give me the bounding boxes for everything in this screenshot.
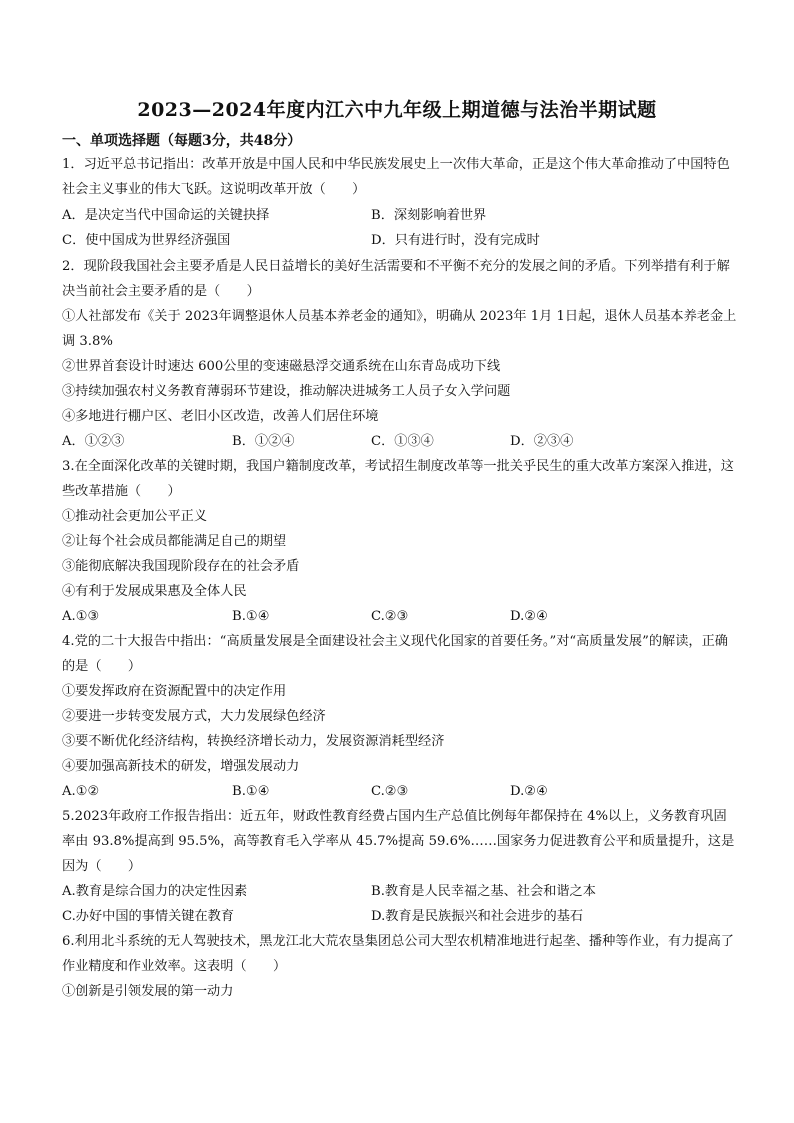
- q4-item-3: ③要不断优化经济结构，转换经济增长动力，发展资源消耗型经济: [62, 734, 445, 749]
- q3-option-b: B.①④: [232, 609, 270, 624]
- q1-option-b: B．深刻影响着世界: [371, 208, 487, 223]
- q4-item-2: ②要进一步转变发展方式，大力发展绿色经济: [62, 709, 326, 724]
- q2-option-d: D．②③④: [510, 434, 574, 449]
- q2-item-2: ②世界首套设计时速达 600公里的变速磁悬浮交通系统在山东青岛成功下线: [62, 359, 501, 374]
- q3-item-3: ③能彻底解决我国现阶段存在的社会矛盾: [62, 559, 300, 574]
- section-heading: 一、单项选择题（每题3分，共48分）: [62, 133, 302, 149]
- q3-option-d: D.②④: [510, 609, 548, 624]
- exam-title: 2023—2024年度内江六中九年级上期道德与法治半期试题: [137, 99, 657, 121]
- q4-option-b: B.①④: [232, 784, 270, 799]
- question-2-stem: 2．现阶段我国社会主要矛盾是人民日益增长的美好生活需要和不平衡不充分的发展之间的矛盾。下列举措有利于解决当前社会主要矛盾的是（ ）: [62, 259, 730, 299]
- q5-option-a: A.教育是综合国力的决定性因素: [62, 884, 248, 899]
- q2-item-1: ①人社部发布《关于 2023年调整退休人员基本养老金的通知》，明确从 2023年 1月 1日起，退休人员基本养老金上调 3.8%: [62, 309, 737, 349]
- q5-option-c: C.办好中国的事情关键在教育: [62, 909, 235, 924]
- q5-option-b: B.教育是人民幸福之基、社会和谐之本: [371, 884, 596, 899]
- q4-item-1: ①要发挥政府在资源配置中的决定作用: [62, 684, 287, 699]
- q1-option-c: C．使中国成为世界经济强国: [62, 233, 231, 248]
- q1-option-a: A．是决定当代中国命运的关键抉择: [62, 208, 270, 223]
- q1-option-d: D．只有进行时，没有完成时: [371, 233, 540, 248]
- q3-option-a: A.①③: [62, 609, 100, 624]
- q4-option-a: A.①②: [62, 784, 100, 799]
- q2-option-b: B．①②④: [232, 434, 295, 449]
- q3-item-4: ④有利于发展成果惠及全体人民: [62, 584, 247, 599]
- question-1-stem: 1．习近平总书记指出：改革开放是中国人民和中华民族发展史上一次伟大革命，正是这个伟大革命推动了中国特色社会主义事业的伟大飞跃。这说明改革开放（ ）: [62, 157, 730, 197]
- q2-item-4: ④多地进行棚户区、老旧小区改造，改善人们居住环境: [62, 409, 379, 424]
- q4-option-d: D.②④: [510, 784, 548, 799]
- q3-item-2: ②让每个社会成员都能满足自己的期望: [62, 534, 287, 549]
- q3-option-c: C.②③: [371, 609, 409, 624]
- q2-item-3: ③持续加强农村义务教育薄弱环节建设，推动解决进城务工人员子女入学问题: [62, 384, 511, 399]
- q6-item-1: ①创新是引领发展的第一动力: [62, 984, 234, 999]
- q4-item-4: ④要加强高新技术的研发，增强发展动力: [62, 759, 300, 774]
- question-3-stem: 3.在全面深化改革的关键时期，我国户籍制度改革，考试招生制度改革等一批关乎民生的重大改革方案深入推进，这些改革措施（ ）: [62, 459, 734, 499]
- q5-option-d: D.教育是民族振兴和社会进步的基石: [371, 909, 584, 924]
- q2-option-c: C．①③④: [371, 434, 434, 449]
- question-5-stem: 5.2023年政府工作报告指出：近五年，财政性教育经费占国内生产总值比例每年都保持在 4%以上，义务教育巩固率由 93.8%提高到 95.5%，高等教育毛入学率从 45.7%提高 59.6%……国家务力促进教育公平和质量提升，这是因为（ ）: [62, 809, 735, 874]
- q3-item-1: ①推动社会更加公平正义: [62, 509, 208, 524]
- q4-option-c: C.②③: [371, 784, 409, 799]
- question-6-stem: 6.利用北斗系统的无人驾驶技术，黑龙江北大荒农垦集团总公司大型农机精准地进行起垄、播种等作业，有力提高了作业精度和作业效率。这表明（ ）: [62, 934, 734, 974]
- q2-option-a: A．①②③: [62, 434, 125, 449]
- question-4-stem: 4.党的二十大报告中指出：“高质量发展是全面建设社会主义现代化国家的首要任务。”对“高质量发展”的解读，正确的是（ ）: [62, 634, 728, 674]
